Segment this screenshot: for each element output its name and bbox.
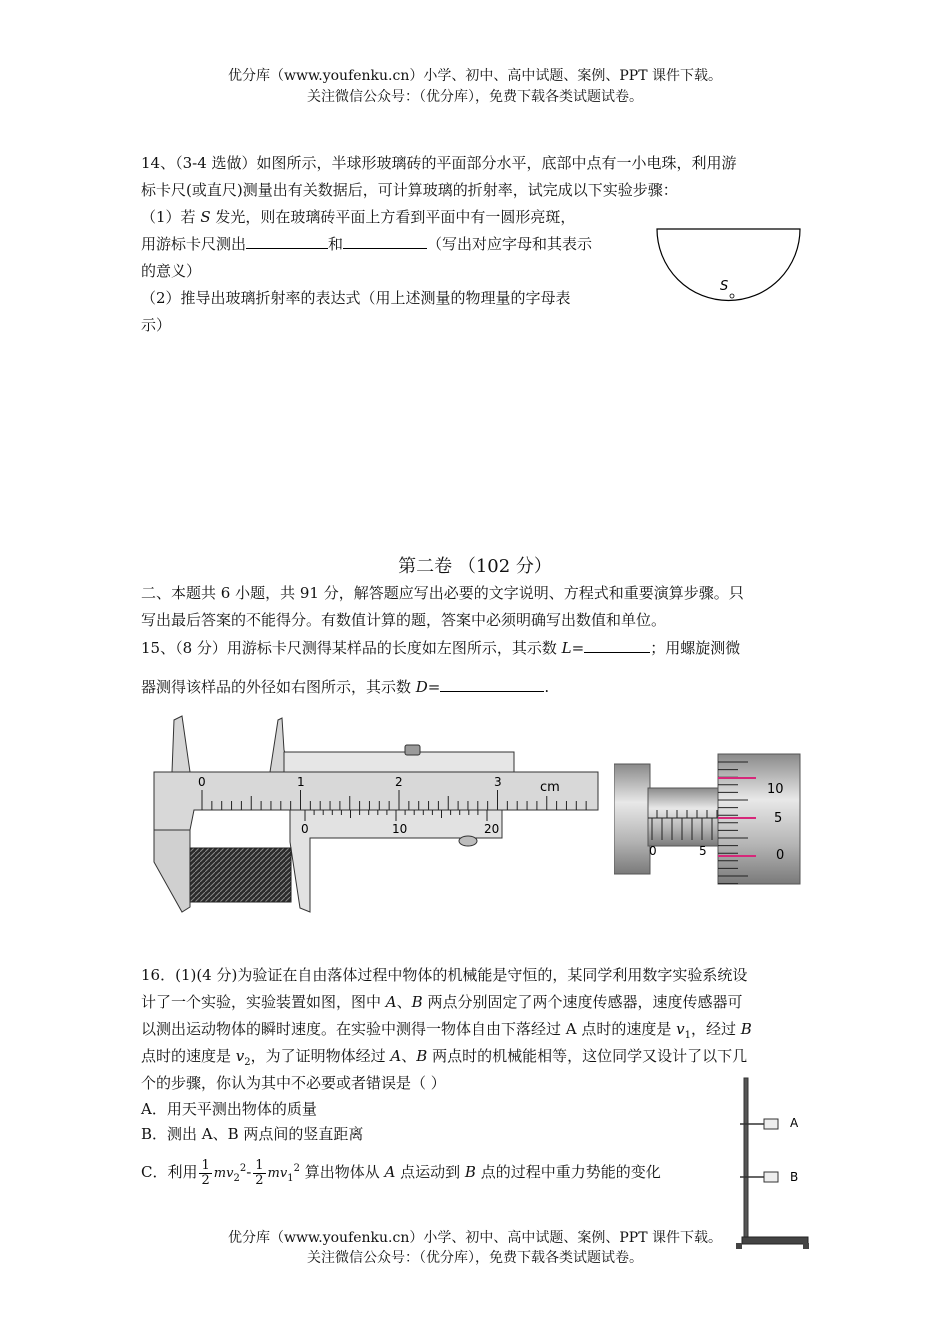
thimble-label: 10 <box>767 782 784 797</box>
depth-bar <box>284 752 514 772</box>
q16-var-b: B <box>464 1163 476 1181</box>
q16-mv: mv <box>267 1166 288 1181</box>
thimble-label: 5 <box>774 811 783 826</box>
q14-text: 发光，则在玻璃砖平面上方看到平面中有一圆形亮斑， <box>210 208 576 226</box>
q16-var-a: A <box>390 1047 402 1065</box>
q16-line-5: 个的步骤，你认为其中不必要或者错误是（ ） <box>141 1074 446 1092</box>
q14-line-1: 14、（3-4 选做）如图所示，半球形玻璃砖的平面部分水平，底部中点有一小电珠，利用游 <box>141 154 737 172</box>
q14-line-7: 示） <box>141 316 172 334</box>
q16-text: 点的过程中重力势能的变化 <box>475 1163 661 1181</box>
lock-screw-icon <box>405 745 420 755</box>
q14-text: 和 <box>328 235 344 253</box>
micrometer-figure <box>614 752 802 886</box>
q16-text: 以测出运动物体的瞬时速度。在实验中测得一物体自由下落经过 A 点时的速度是 <box>141 1020 677 1038</box>
thimble-label: 0 <box>776 848 785 863</box>
q16-var-a: A <box>384 1163 396 1181</box>
q16-var-b: B <box>411 993 423 1011</box>
stand-rod <box>744 1078 748 1242</box>
upper-fixed-jaw <box>172 716 190 772</box>
q16-option-b[interactable]: B．测出 A、B 两点间的竖直距离 <box>141 1125 364 1143</box>
answer-blank[interactable] <box>440 677 544 692</box>
header-line-2: 关注微信公众号：（优分库），免费下载各类试题试卷。 <box>307 89 643 105</box>
part2-desc-2: 写出最后答案的不能得分。有数值计算的题，答案中必须明确写出数值和单位。 <box>141 611 667 629</box>
answer-blank[interactable] <box>343 234 427 249</box>
q16-line-1: 16．(1)(4 分)为验证在自由落体过程中物体的机械能是守恒的，某同学利用数字实验系统设 <box>141 966 748 984</box>
q16-option-c[interactable] <box>141 1152 811 1196</box>
q14-line-6: （2）推导出玻璃折射率的表达式（用上述测量的物理量的字母表 <box>141 289 571 307</box>
q16-subscript: 1 <box>684 1030 691 1041</box>
q16-subscript: 2 <box>244 1057 251 1068</box>
fraction-denominator: 2 <box>255 1172 264 1188</box>
q16-text: 点时的速度是 <box>141 1047 236 1065</box>
fraction-numerator: 1 <box>255 1157 264 1173</box>
q16-text: ，经过 <box>691 1020 741 1038</box>
fraction-denominator: 2 <box>201 1172 210 1188</box>
header-line-1: 优分库（www.youfenku.cn）小学、初中、高中试题、案例、PPT 课件下载。 <box>227 68 722 84</box>
q16-subscript: 1 <box>287 1173 294 1184</box>
hemisphere-outline <box>657 229 800 301</box>
main-scale-label: 2 <box>395 775 403 789</box>
q16-text: 计了一个实验，实验装置如图，图中 <box>141 993 386 1011</box>
vernier-label: 0 <box>301 822 309 836</box>
sample-object <box>190 848 291 902</box>
q16-text: 两点时的机械能相等，这位同学又设计了以下几 <box>427 1047 748 1065</box>
unit-label: cm <box>540 780 560 795</box>
q16-option-a[interactable]: A．用天平测出物体的质量 <box>141 1100 317 1118</box>
footer-line-2: 关注微信公众号：（优分库），免费下载各类试题试卷。 <box>307 1250 643 1266</box>
lower-fixed-jaw <box>154 830 190 912</box>
q16-superscript: 2 <box>239 1163 247 1174</box>
q16-line-2 <box>141 989 811 1015</box>
vernier-label: 10 <box>392 822 408 836</box>
vernier-caliper-figure <box>150 712 602 920</box>
q14-var-s: S <box>200 208 211 226</box>
q16-text: 、 <box>396 993 412 1011</box>
main-scale-label: 0 <box>198 775 206 789</box>
q16-superscript: 2 <box>293 1163 300 1174</box>
vernier-label: 20 <box>484 822 500 836</box>
q15-line-2 <box>141 674 811 700</box>
q15-text: ；用螺旋测微 <box>650 639 741 657</box>
micrometer-frame <box>614 764 650 874</box>
fraction-numerator: 1 <box>201 1157 210 1173</box>
thumb-roller-icon <box>459 836 477 846</box>
q15-line-1 <box>141 635 811 661</box>
q15-text: . <box>544 678 550 696</box>
light-source-label: S <box>720 279 729 294</box>
q14-line-5: 的意义） <box>141 262 202 280</box>
sleeve-label: 0 <box>649 844 657 858</box>
part2-title: 第二卷 （102 分） <box>398 556 552 577</box>
q15-var-d: D= <box>415 678 441 696</box>
q14-text: （1）若 <box>141 208 201 226</box>
q16-text: 、 <box>401 1047 417 1065</box>
main-scale-label: 1 <box>297 775 305 789</box>
light-bulb-icon <box>730 294 734 298</box>
sensor-a-icon <box>764 1119 778 1129</box>
q16-text: 算出物体从 <box>299 1163 385 1181</box>
q16-var-b: B <box>416 1047 428 1065</box>
main-scale-label: 3 <box>494 775 502 789</box>
q16-text: C．利用 <box>141 1163 198 1181</box>
fraction <box>199 1159 211 1188</box>
fraction <box>253 1159 265 1188</box>
q16-var-b: B <box>740 1020 752 1038</box>
q16-mv: mv <box>213 1166 234 1181</box>
q16-text: ，为了证明物体经过 <box>250 1047 391 1065</box>
q16-text: 两点分别固定了两个速度传感器，速度传感器可 <box>422 993 743 1011</box>
sleeve-label: 5 <box>699 844 707 858</box>
q14-text: （写出对应字母和其表示 <box>427 235 593 253</box>
q16-minus: - <box>246 1163 252 1181</box>
sensor-b-label: B <box>790 1170 799 1184</box>
micrometer-sleeve <box>648 788 720 846</box>
q16-subscript: 2 <box>233 1173 240 1184</box>
sensor-b-icon <box>764 1172 778 1182</box>
q15-text: 器测得该样品的外径如右图所示，其示数 <box>141 678 416 696</box>
q15-text: 15、（8 分）用游标卡尺测得某样品的长度如左图所示，其示数 <box>141 639 562 657</box>
footer-line-1: 优分库（www.youfenku.cn）小学、初中、高中试题、案例、PPT 课件下载。 <box>227 1230 722 1246</box>
q16-var-v: v <box>235 1047 245 1065</box>
answer-blank[interactable] <box>584 638 650 653</box>
q16-var-v: v <box>676 1020 685 1038</box>
q14-text: 用游标卡尺测出 <box>141 235 247 253</box>
part2-desc-1: 二、本题共 6 小题，共 91 分，解答题应写出必要的文字说明、方程式和重要演算步骤。只 <box>141 584 744 602</box>
sensor-a-label: A <box>790 1116 799 1130</box>
q16-var-a: A <box>385 993 397 1011</box>
q16-text: 点运动到 <box>395 1163 465 1181</box>
hemisphere-figure <box>652 222 807 307</box>
q15-var-l: L= <box>561 639 585 657</box>
q14-line-2: 标卡尺(或直尺)测量出有关数据后，可计算玻璃的折射率，试完成以下实验步骤： <box>141 181 678 199</box>
answer-blank[interactable] <box>246 234 328 249</box>
